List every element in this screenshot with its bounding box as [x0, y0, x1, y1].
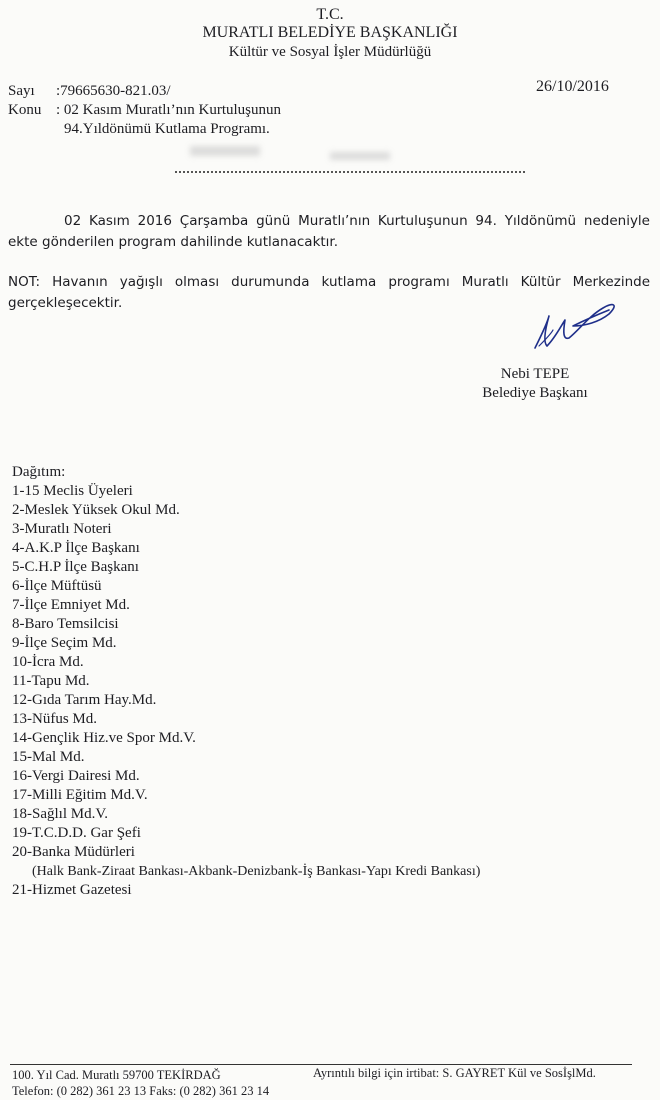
- list-item: 11-Tapu Md.: [12, 673, 90, 689]
- konu-line1: : 02 Kasım Muratlı’nın Kurtuluşunun: [56, 102, 281, 118]
- header-department: Kültür ve Sosyal İşler Müdürlüğü: [228, 44, 432, 60]
- konu-row: [8, 101, 281, 119]
- list-item: 21-Hizmet Gazetesi: [12, 882, 132, 898]
- list-item: 14-Gençlik Hiz.ve Spor Md.V.: [12, 730, 196, 746]
- list-item: 8-Baro Temsilcisi: [12, 616, 119, 632]
- body-paragraph: 02 Kasım 2016 Çarşamba günü Muratlı’nın Kurtuluşunun 94. Yıldönümü nedeniyle ekte gönderilen program dahilinde kutlanacaktır.: [8, 213, 650, 250]
- list-item: 1-15 Meclis Üyeleri: [12, 483, 133, 499]
- list-item: 16-Vergi Dairesi Md.: [12, 768, 140, 784]
- signatory-name: Nebi TEPE: [500, 366, 570, 382]
- redaction-mark: [190, 146, 260, 156]
- list-item-subnote: (Halk Bank-Ziraat Bankası-Akbank-Denizbank-İş Bankası-Yapı Kredi Bankası): [32, 864, 481, 879]
- list-item: 19-T.C.D.D. Gar Şefi: [12, 825, 141, 841]
- list-item: 7-İlçe Emniyet Md.: [12, 597, 130, 613]
- konu-label: Konu: [8, 102, 42, 118]
- distribution-heading: Dağıtım:: [12, 464, 66, 480]
- distribution-list: [12, 463, 480, 900]
- sayi-label: Sayı: [8, 83, 35, 99]
- addressee-line: [175, 171, 525, 173]
- footer-phone: Telefon: (0 282) 361 23 13 Faks: (0 282) 361 23 14: [12, 1084, 270, 1098]
- redaction-mark: [330, 152, 390, 160]
- list-item: 12-Gıda Tarım Hay.Md.: [12, 692, 157, 708]
- header-tc: T.C.: [316, 6, 344, 23]
- footer-contact: Ayrıntılı bilgi için irtibat: S. GAYRET Kül ve SosİşlMd.: [313, 1066, 596, 1080]
- list-item: 20-Banka Müdürleri: [12, 844, 135, 860]
- list-item: 3-Muratlı Noteri: [12, 521, 112, 537]
- list-item: 18-Sağlıl Md.V.: [12, 806, 108, 822]
- sayi-value: :79665630-821.03/: [56, 83, 171, 99]
- konu-line2: 94.Yıldönümü Kutlama Programı.: [64, 121, 270, 137]
- list-item: 15-Mal Md.: [12, 749, 85, 765]
- list-item: 17-Milli Eğitim Md.V.: [12, 787, 148, 803]
- footer-address: 100. Yıl Cad. Muratlı 59700 TEKİRDAĞ: [12, 1068, 221, 1082]
- list-item: 4-A.K.P İlçe Başkanı: [12, 540, 140, 556]
- signatory-title: Belediye Başkanı: [482, 385, 588, 401]
- sayi-row: [8, 82, 171, 100]
- list-item: 6-İlçe Müftüsü: [12, 578, 102, 594]
- footer-rule: [10, 1064, 632, 1065]
- list-item: 2-Meslek Yüksek Okul Md.: [12, 502, 180, 518]
- list-item: 5-C.H.P İlçe Başkanı: [12, 559, 139, 575]
- list-item: 10-İcra Md.: [12, 654, 84, 670]
- list-item: 9-İlçe Seçim Md.: [12, 635, 117, 651]
- header-municipality: MURATLI BELEDİYE BAŞKANLIĞI: [202, 24, 458, 41]
- signature-scribble: [525, 286, 625, 366]
- document-date: 26/10/2016: [536, 78, 609, 95]
- note-paragraph: NOT: Havanın yağışlı olması durumunda kutlama programı Muratlı Kültür Merkezinde gerçekleşecektir.: [8, 274, 650, 311]
- list-item: 13-Nüfus Md.: [12, 711, 97, 727]
